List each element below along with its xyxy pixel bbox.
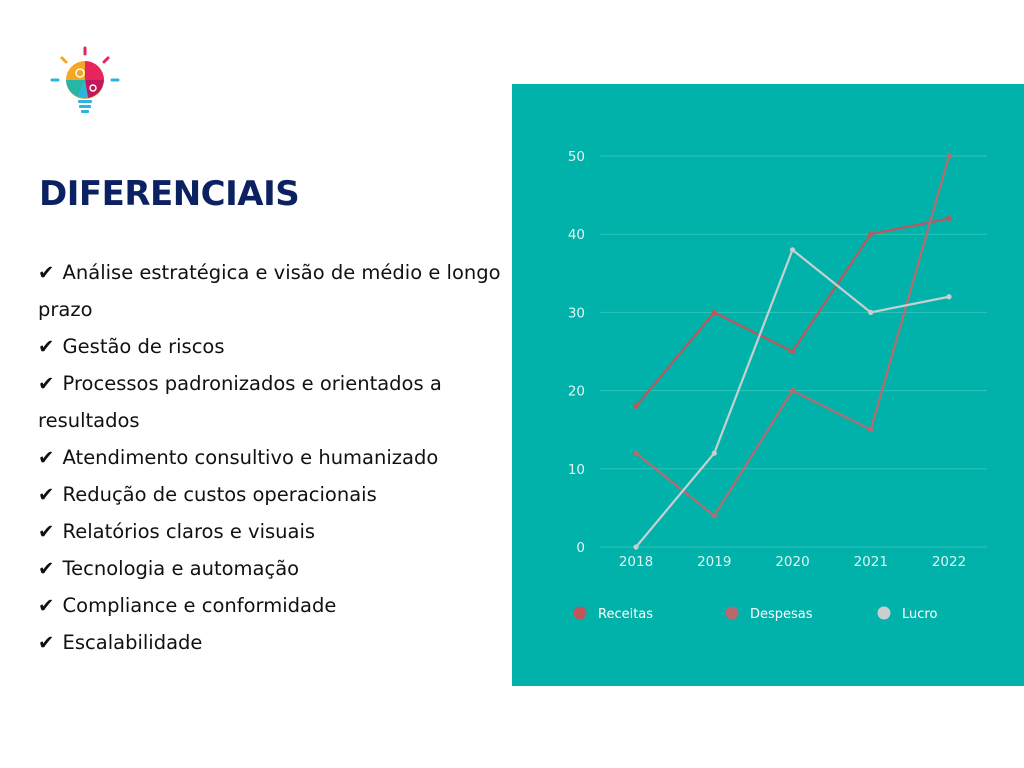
page-title: DIFERENCIAIS (39, 174, 300, 214)
x-tick-label: 2020 (775, 554, 810, 570)
data-point (946, 294, 951, 299)
list-item: ✔ Processos padronizados e orientados a resultados (38, 372, 442, 432)
y-tick-label: 10 (567, 461, 585, 478)
checkmark-icon: ✔ (38, 483, 55, 506)
x-tick-label: 2019 (697, 554, 732, 570)
list-item: ✔ Relatórios claros e visuais (38, 520, 316, 543)
legend-marker (726, 607, 739, 620)
data-point (712, 451, 717, 456)
data-point (712, 310, 717, 315)
data-point (790, 349, 795, 354)
checkmark-icon: ✔ (38, 557, 55, 580)
checkmark-icon: ✔ (38, 520, 55, 543)
x-tick-label: 2021 (853, 554, 888, 570)
x-tick-label: 2022 (931, 554, 967, 570)
data-point (633, 404, 638, 409)
data-point (946, 216, 951, 221)
y-tick-label: 0 (576, 540, 585, 556)
y-tick-label: 20 (567, 383, 585, 400)
data-point (790, 247, 795, 252)
list-item: ✔ Atendimento consultivo e humanizado (38, 446, 439, 469)
series-line-lucro (636, 250, 949, 547)
chart-panel (512, 84, 1024, 686)
legend-marker (878, 607, 891, 620)
legend-marker (574, 607, 587, 620)
checkmark-icon: ✔ (38, 335, 55, 358)
data-point (946, 153, 951, 158)
list-item: ✔ Escalabilidade (38, 631, 203, 654)
lightbulb-logo-icon (48, 46, 122, 122)
legend-label: Lucro (902, 607, 938, 622)
data-point (633, 544, 638, 549)
checkmark-icon: ✔ (38, 446, 55, 469)
list-item: ✔ Redução de custos operacionais (38, 483, 377, 506)
list-item: ✔ Gestão de riscos (38, 335, 225, 358)
checkmark-icon: ✔ (38, 594, 55, 617)
data-point (633, 451, 638, 456)
differentials-list (38, 254, 508, 661)
list-item: ✔ Análise estratégica e visão de médio e longo prazo (38, 261, 501, 321)
legend-label: Despesas (750, 607, 813, 622)
data-point (868, 310, 873, 315)
line-chart (512, 84, 1024, 686)
list-item: ✔ Compliance e conformidade (38, 594, 337, 617)
x-tick-label: 2018 (618, 554, 654, 570)
data-point (868, 232, 873, 237)
data-point (790, 388, 795, 393)
y-tick-label: 30 (567, 305, 585, 322)
checkmark-icon: ✔ (38, 372, 55, 395)
checkmark-icon: ✔ (38, 261, 55, 284)
legend-label: Receitas (598, 607, 654, 622)
y-tick-label: 40 (567, 227, 585, 244)
series-line-despesas (636, 156, 949, 516)
data-point (868, 427, 873, 432)
data-point (712, 513, 717, 518)
list-item: ✔ Tecnologia e automação (38, 557, 300, 580)
checkmark-icon: ✔ (38, 631, 55, 654)
y-tick-label: 50 (567, 149, 585, 165)
